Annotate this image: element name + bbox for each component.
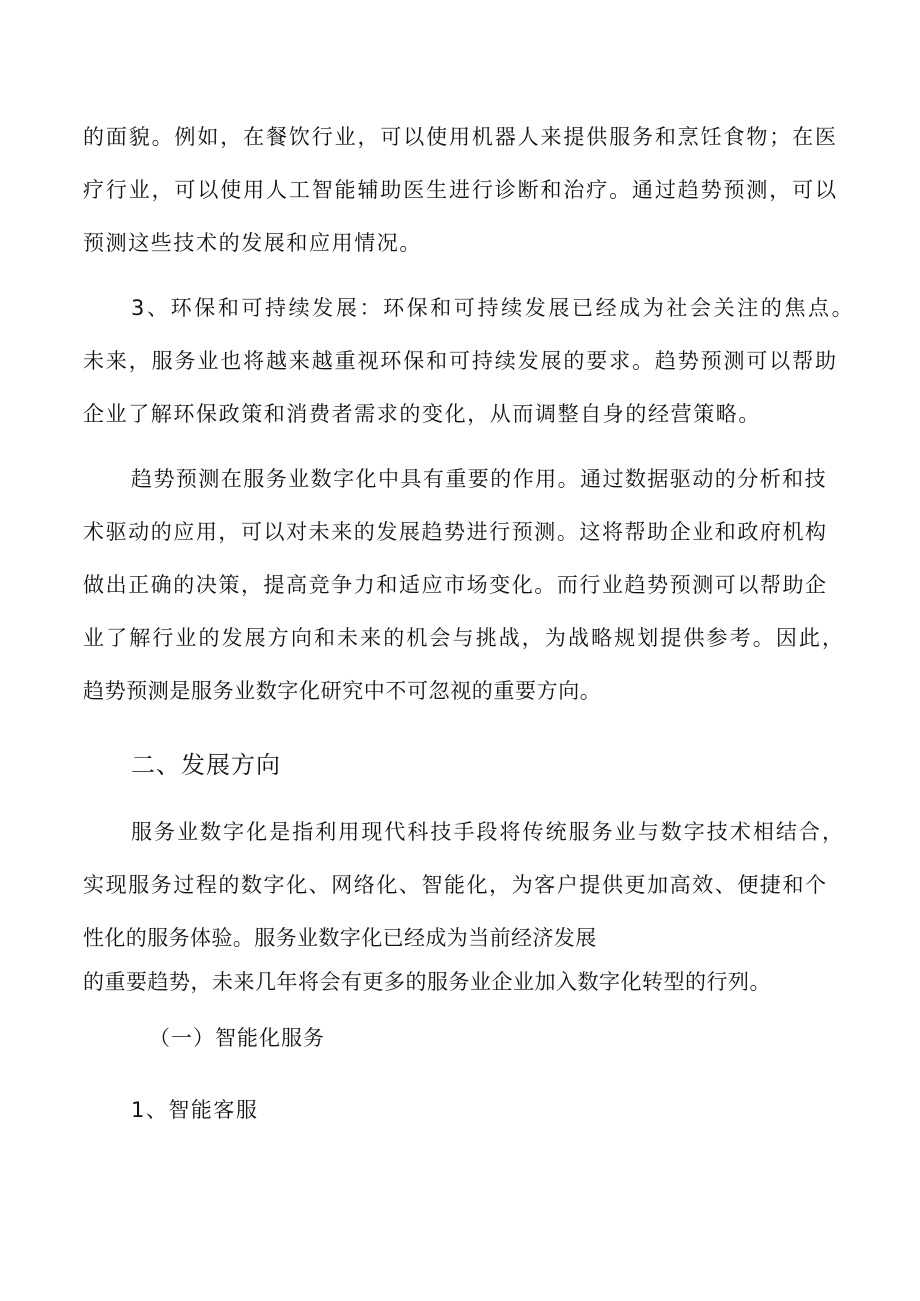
paragraph-line: 的重要趋势，未来几年将会有更多的服务业企业加入数字化转型的行列。 [83,970,771,994]
paragraph-line: 的 面 貌 。 例 如 ， 在 餐 饮 行 业 ， 可 以 使 用 机 器 人 来 提 供 服 务 和 烹 饪 食 物 ； 在 医 [83,125,836,149]
paragraph-line: 性化的服务体验。服务业数字化已经成为当前经济发展 [83,926,597,950]
paragraph-line: 术 驱 动 的 应 用 ， 可 以 对 未 来 的 发 展 趋 势 进 行 预 测 。 这 将 帮 助 企 业 和 政 府 机 构 [83,520,826,544]
paragraph-line: 企业了解环保政策和消费者需求的变化，从而调整自身的经营策略。 [83,402,761,426]
paragraph-line: 做 出 正 确 的 决 策 ， 提 高 竞 争 力 和 适 应 市 场 变 化 。 而 行 业 趋 势 预 测 可 以 帮 助 企 [83,573,826,597]
paragraph-line: 业 了 解 行 业 的 发 展 方 向 和 未 来 的 机 会 与 挑 战 ， 为 战 略 规 划 提 供 参 考 。 因 此 ， [83,626,843,650]
paragraph-line: 服 务 业 数 字 化 是 指 利 用 现 代 科 技 手 段 将 传 统 服 务 业 与 数 字 技 术 相 结 合 ， [131,820,843,844]
paragraph-line: 趋 势 预 测 在 服 务 业 数 字 化 中 具 有 重 要 的 作 用 。 通 过 数 据 驱 动 的 分 析 和 技 [131,467,826,491]
paragraph-line: 未 来 ， 服 务 业 也 将 越 来 越 重 视 环 保 和 可 持 续 发 展 的 要 求 。 趋 势 预 测 可 以 帮 助 [83,349,836,373]
subsection-heading: （一）智能化服务 [149,1026,325,1050]
paragraph-line: 预测这些技术的发展和应用情况。 [83,231,422,255]
section-heading: 二、发展方向 [131,751,281,779]
paragraph-line: 疗 行 业 ， 可 以 使 用 人 工 智 能 辅 助 医 生 进 行 诊 断 和 治 疗 。 通 过 趋 势 预 测 ， 可 以 [83,178,836,202]
item-heading: 1、智能客服 [131,1098,259,1122]
paragraph-line: 3 、 环 保 和 可 持 续 发 展 ： 环 保 和 可 持 续 发 展 已 经 成 为 社 会 关 注 的 焦 点 。 [131,296,853,320]
paragraph-line: 实 现 服 务 过 程 的 数 字 化 、 网 络 化 、 智 能 化 ， 为 客 户 提 供 更 加 高 效 、 便 捷 和 个 [83,873,826,897]
paragraph-line: 趋势预测是服务业数字化研究中不可忽视的重要方向。 [83,679,602,703]
